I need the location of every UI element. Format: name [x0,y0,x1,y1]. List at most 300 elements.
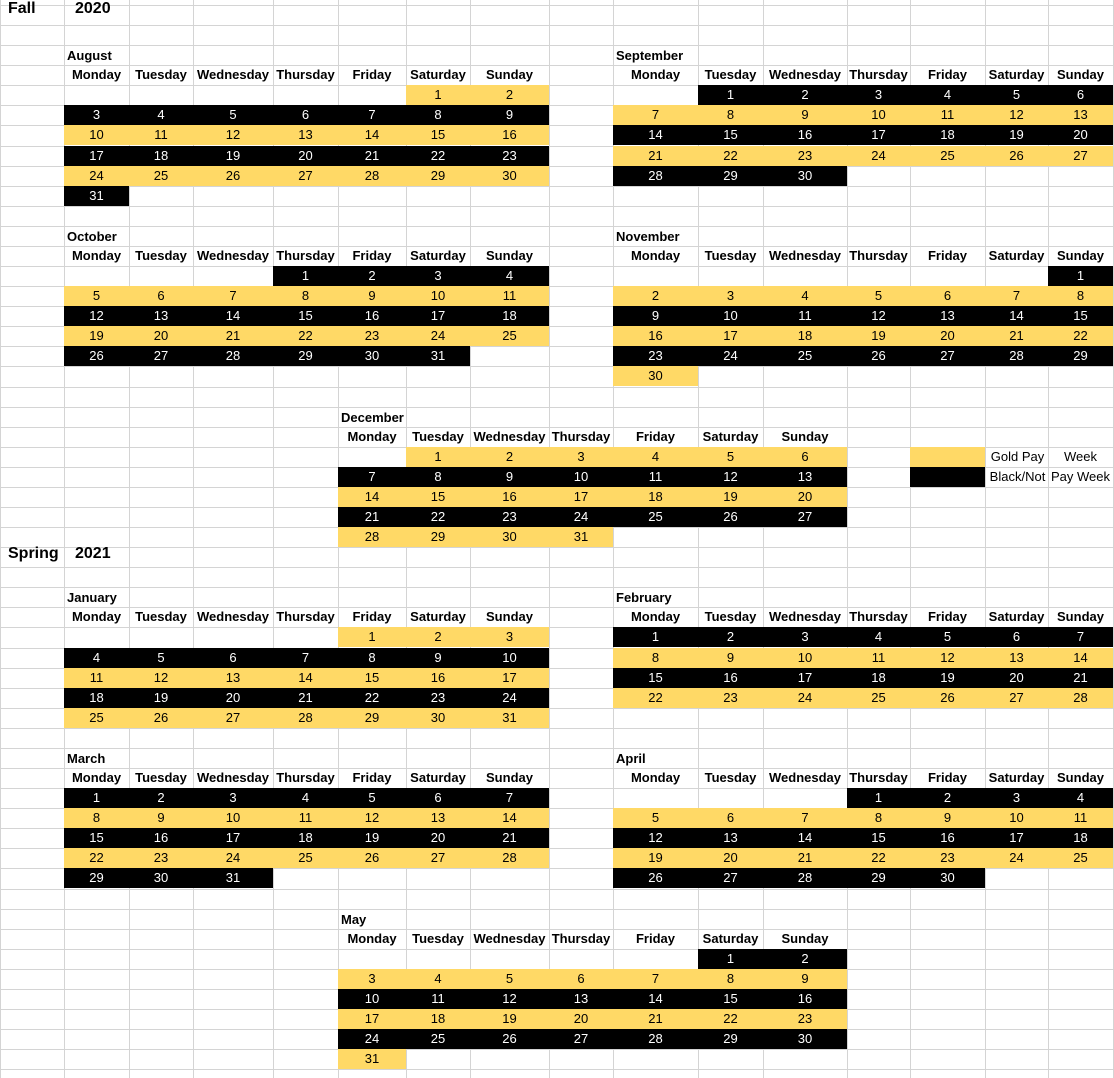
day-cell: 2 [505,449,514,464]
weekday-header: Thursday [849,770,908,785]
day-cell: 26 [871,348,886,363]
day-cell: 18 [940,127,955,142]
day-cell: 31 [364,1051,380,1066]
day-cell: 17 [1009,830,1024,845]
day-cell: 8 [434,469,442,484]
day-cell: 12 [723,469,738,484]
day-cell: 28 [364,168,380,183]
legend-swatch [910,467,985,487]
day-cell: 24 [723,348,738,363]
day-cell: 25 [153,168,169,183]
day-cell: 9 [726,650,735,665]
weekday-header: Thursday [849,609,908,624]
day-cell: 6 [1012,629,1021,644]
day-cell: 4 [801,288,809,303]
day-cell: 19 [153,690,169,705]
day-cell: 1 [874,790,883,805]
day-cell: 21 [298,690,313,705]
day-cell: 24 [430,328,446,343]
weekday-header: Tuesday [412,931,464,946]
weekday-header: Tuesday [135,609,187,624]
grid-row-line [0,909,1114,910]
day-cell: 8 [726,107,735,122]
day-cell: 2 [801,87,809,102]
day-cell: 5 [157,650,165,665]
grid-row-line [0,387,1114,388]
grid-row-line [0,407,1114,408]
day-cell: 16 [364,308,380,323]
day-cell: 25 [648,509,663,524]
day-cell: 2 [943,790,952,805]
weekday-header: Monday [630,770,681,785]
day-cell: 16 [502,127,517,142]
day-cell: 6 [577,971,585,986]
day-cell: 20 [940,328,955,343]
day-cell: 14 [364,489,380,504]
day-cell: 10 [502,650,517,665]
day-cell: 11 [1073,810,1088,825]
day-cell: 10 [1009,810,1024,825]
day-cell: 23 [153,850,169,865]
weekday-header: Tuesday [135,248,187,263]
day-cell: 18 [871,670,886,685]
day-cell: 21 [648,148,663,163]
legend-label: Gold Pay [990,449,1045,464]
day-cell: 15 [723,991,738,1006]
day-cell: 2 [157,790,165,805]
day-cell: 21 [1009,328,1024,343]
day-cell: 12 [502,991,517,1006]
day-cell: 1 [434,87,442,102]
grid-row-line [0,1049,1114,1050]
day-cell: 29 [723,1031,738,1046]
day-cell: 5 [368,790,376,805]
weekday-header: Sunday [781,931,829,946]
day-cell: 4 [157,107,165,122]
day-cell: 23 [502,148,517,163]
day-cell: 23 [648,348,663,363]
day-cell: 1 [651,629,660,644]
month-name: November [616,229,680,244]
day-cell: 22 [648,690,663,705]
weekday-header: Friday [635,429,675,444]
day-cell: 27 [1009,690,1024,705]
day-cell: 17 [502,670,517,685]
section-year: 2021 [75,545,111,562]
day-cell: 6 [726,810,735,825]
day-cell: 10 [225,810,241,825]
day-cell: 3 [434,268,442,283]
day-cell: 12 [940,650,955,665]
day-cell: 13 [723,830,738,845]
day-cell: 8 [651,650,660,665]
day-cell: 12 [153,670,169,685]
day-cell: 11 [648,469,663,484]
day-cell: 10 [573,469,589,484]
day-cell: 17 [364,1011,380,1026]
weekday-header: Monday [630,67,681,82]
day-cell: 4 [434,971,442,986]
day-cell: 31 [573,529,589,544]
grid-row-line [0,206,1114,207]
day-cell: 8 [434,107,442,122]
weekday-header: Friday [927,248,967,263]
grid-row-line [0,728,1114,729]
day-cell: 27 [430,850,446,865]
day-cell: 24 [364,1031,380,1046]
legend-label: Black/Not [989,469,1046,484]
day-cell: 5 [229,107,237,122]
day-cell: 31 [225,870,241,885]
day-cell: 20 [225,690,241,705]
day-cell: 21 [502,830,517,845]
day-cell: 8 [368,650,376,665]
day-cell: 31 [89,188,104,203]
day-cell: 18 [298,830,313,845]
day-cell: 8 [874,810,883,825]
grid-row-line [0,186,1114,187]
day-cell: 10 [871,107,886,122]
day-cell: 28 [298,710,313,725]
day-cell: 27 [298,168,313,183]
day-cell: 9 [801,971,809,986]
day-cell: 17 [225,830,241,845]
section-year: 2020 [75,0,111,17]
day-cell: 11 [89,670,104,685]
day-cell: 15 [1073,308,1088,323]
day-cell: 5 [943,629,952,644]
day-cell: 5 [651,810,660,825]
weekday-header: Tuesday [135,770,187,785]
month-name: August [67,48,112,63]
day-cell: 4 [943,87,952,102]
weekday-header: Thursday [849,67,908,82]
weekday-header: Sunday [486,770,533,785]
day-cell: 16 [430,670,446,685]
day-cell: 13 [430,810,446,825]
day-cell: 2 [651,288,660,303]
day-cell: 26 [723,509,738,524]
weekday-header: Wednesday [768,67,841,82]
day-cell: 3 [801,629,809,644]
day-cell: 27 [797,509,813,524]
weekday-header: Friday [927,609,967,624]
weekday-header: Thursday [276,67,335,82]
weekday-header: Saturday [702,429,759,444]
day-cell: 17 [871,127,886,142]
weekday-header: Wednesday [196,67,269,82]
day-cell: 1 [368,629,376,644]
day-cell: 29 [430,529,446,544]
day-cell: 18 [153,148,169,163]
day-cell: 20 [573,1011,589,1026]
weekday-header: Monday [630,609,681,624]
grid-row-line [0,25,1114,26]
day-cell: 9 [368,288,376,303]
day-cell: 22 [430,509,446,524]
day-cell: 17 [89,148,104,163]
day-cell: 11 [798,308,812,323]
day-cell: 25 [298,850,313,865]
day-cell: 28 [1073,690,1088,705]
day-cell: 2 [368,268,376,283]
day-cell: 7 [368,469,376,484]
day-cell: 16 [502,489,517,504]
day-cell: 25 [871,690,886,705]
day-cell: 13 [1009,650,1024,665]
weekday-header: Thursday [551,429,611,444]
weekday-header: Wednesday [768,770,841,785]
day-cell: 2 [801,951,809,966]
day-cell: 22 [871,850,886,865]
day-cell: 13 [1073,107,1088,122]
day-cell: 14 [648,127,663,142]
weekday-header: Thursday [849,248,908,263]
day-cell: 27 [573,1031,589,1046]
day-cell: 21 [364,509,380,524]
day-cell: 28 [502,850,517,865]
day-cell: 9 [505,469,514,484]
weekday-header: Wednesday [473,429,546,444]
day-cell: 8 [726,971,735,986]
day-cell: 8 [92,810,101,825]
day-cell: 17 [797,670,813,685]
day-cell: 13 [797,469,813,484]
day-cell: 18 [502,308,517,323]
day-cell: 1 [726,951,735,966]
day-cell: 21 [797,850,813,865]
day-cell: 14 [1009,308,1024,323]
weekday-header: Tuesday [412,429,464,444]
day-cell: 26 [225,168,241,183]
grid-row-line [0,889,1114,890]
day-cell: 23 [723,690,738,705]
day-cell: 28 [225,348,241,363]
day-cell: 29 [430,168,446,183]
day-cell: 7 [505,790,514,805]
day-cell: 24 [573,509,589,524]
day-cell: 12 [225,127,241,142]
day-cell: 26 [940,690,955,705]
day-cell: 12 [1009,107,1024,122]
day-cell: 11 [298,810,313,825]
day-cell: 30 [797,168,813,183]
day-cell: 20 [723,850,738,865]
weekday-header: Friday [352,248,392,263]
day-cell: 14 [364,127,380,142]
day-cell: 30 [648,368,663,383]
day-cell: 12 [871,308,886,323]
weekday-header: Monday [71,67,122,82]
weekday-header: Friday [635,931,675,946]
day-cell: 19 [364,830,380,845]
day-cell: 25 [502,328,517,343]
day-cell: 29 [1073,348,1088,363]
day-cell: 4 [92,650,101,665]
day-cell: 13 [298,127,313,142]
day-cell: 9 [434,650,442,665]
day-cell: 15 [89,830,104,845]
day-cell: 11 [502,288,517,303]
day-cell: 9 [505,107,514,122]
weekday-header: Friday [352,67,392,82]
day-cell: 30 [797,1031,813,1046]
day-cell: 5 [505,971,514,986]
day-cell: 25 [1073,850,1088,865]
weekday-header: Wednesday [196,248,269,263]
day-cell: 15 [430,489,446,504]
grid-row-line [0,1069,1114,1070]
day-cell: 2 [505,87,514,102]
day-cell: 7 [229,288,237,303]
grid-row-line [0,266,1114,267]
day-cell: 22 [364,690,380,705]
day-cell: 4 [1076,790,1085,805]
day-cell: 11 [940,107,955,122]
weekday-header: Thursday [276,609,335,624]
day-cell: 29 [364,710,380,725]
day-cell: 13 [940,308,955,323]
weekday-header: Tuesday [704,770,757,785]
day-cell: 22 [430,148,446,163]
day-cell: 14 [502,810,517,825]
weekday-header: Thursday [551,931,611,946]
day-cell: 9 [801,107,809,122]
day-cell: 16 [723,670,738,685]
day-cell: 24 [89,168,104,183]
day-cell: 10 [797,650,813,665]
day-cell: 30 [502,529,517,544]
day-cell: 24 [225,850,241,865]
day-cell: 3 [368,971,376,986]
day-cell: 18 [648,489,663,504]
day-cell: 25 [940,148,955,163]
weekday-header: Friday [927,67,967,82]
day-cell: 29 [298,348,313,363]
grid-column-line [0,0,1,1078]
day-cell: 11 [431,991,445,1006]
day-cell: 8 [1076,288,1085,303]
section-term: Fall [8,0,36,17]
day-cell: 9 [943,810,952,825]
weekday-header: Saturday [988,248,1045,263]
day-cell: 27 [153,348,169,363]
day-cell: 8 [301,288,310,303]
section-term: Spring [8,545,59,562]
day-cell: 4 [651,449,660,464]
grid-row-line [0,949,1114,950]
day-cell: 2 [726,629,735,644]
day-cell: 19 [940,670,955,685]
day-cell: 24 [797,690,813,705]
day-cell: 14 [797,830,813,845]
day-cell: 1 [434,449,442,464]
day-cell: 6 [1076,87,1085,102]
month-name: April [616,751,646,766]
day-cell: 21 [1073,670,1088,685]
day-cell: 13 [153,308,169,323]
day-cell: 6 [434,790,442,805]
day-cell: 20 [1009,670,1024,685]
weekday-header: Wednesday [196,770,269,785]
day-cell: 26 [89,348,104,363]
weekday-header: Friday [352,609,392,624]
day-cell: 25 [89,710,104,725]
day-cell: 2 [434,629,442,644]
month-name: January [67,590,117,605]
weekday-header: Monday [347,429,397,444]
day-cell: 17 [723,328,738,343]
day-cell: 28 [648,168,663,183]
day-cell: 19 [225,148,241,163]
day-cell: 16 [940,830,955,845]
day-cell: 23 [797,148,813,163]
legend-label: Week [1064,449,1097,464]
day-cell: 20 [298,148,313,163]
weekday-header: Monday [71,609,122,624]
day-cell: 28 [648,1031,663,1046]
day-cell: 3 [1012,790,1021,805]
day-cell: 25 [430,1031,446,1046]
day-cell: 19 [871,328,886,343]
day-cell: 4 [301,790,310,805]
weekday-header: Saturday [988,770,1045,785]
day-cell: 18 [430,1011,446,1026]
weekday-header: Sunday [486,248,533,263]
weekday-header: Tuesday [135,67,187,82]
day-cell: 4 [505,268,514,283]
day-cell: 3 [577,449,585,464]
weekday-header: Wednesday [196,609,269,624]
legend-label: Pay Week [1050,469,1110,484]
day-cell: 18 [797,328,813,343]
month-name: December [341,410,404,425]
weekday-header: Friday [927,770,967,785]
day-cell: 27 [1073,148,1088,163]
day-cell: 7 [801,810,809,825]
weekday-header: Sunday [1057,248,1104,263]
day-cell: 20 [797,489,813,504]
weekday-header: Tuesday [704,248,757,263]
day-cell: 14 [648,991,663,1006]
weekday-header: Wednesday [768,609,841,624]
day-cell: 26 [648,870,663,885]
day-cell: 22 [89,850,104,865]
weekday-header: Tuesday [704,609,757,624]
day-cell: 12 [89,308,104,323]
weekday-header: Monday [71,770,122,785]
day-cell: 30 [364,348,380,363]
day-cell: 30 [153,870,169,885]
weekday-header: Saturday [702,931,759,946]
weekday-header: Wednesday [473,931,546,946]
weekday-header: Tuesday [704,67,757,82]
grid-row-line [0,567,1114,568]
day-cell: 28 [797,870,813,885]
day-cell: 6 [943,288,952,303]
day-cell: 26 [1009,148,1024,163]
day-cell: 7 [1012,288,1021,303]
weekday-header: Sunday [486,67,533,82]
day-cell: 17 [430,308,446,323]
day-cell: 11 [871,650,886,665]
day-cell: 29 [871,870,886,885]
day-cell: 7 [1076,629,1085,644]
day-cell: 22 [298,328,313,343]
weekday-header: Saturday [410,67,466,82]
day-cell: 23 [430,690,446,705]
day-cell: 19 [723,489,738,504]
